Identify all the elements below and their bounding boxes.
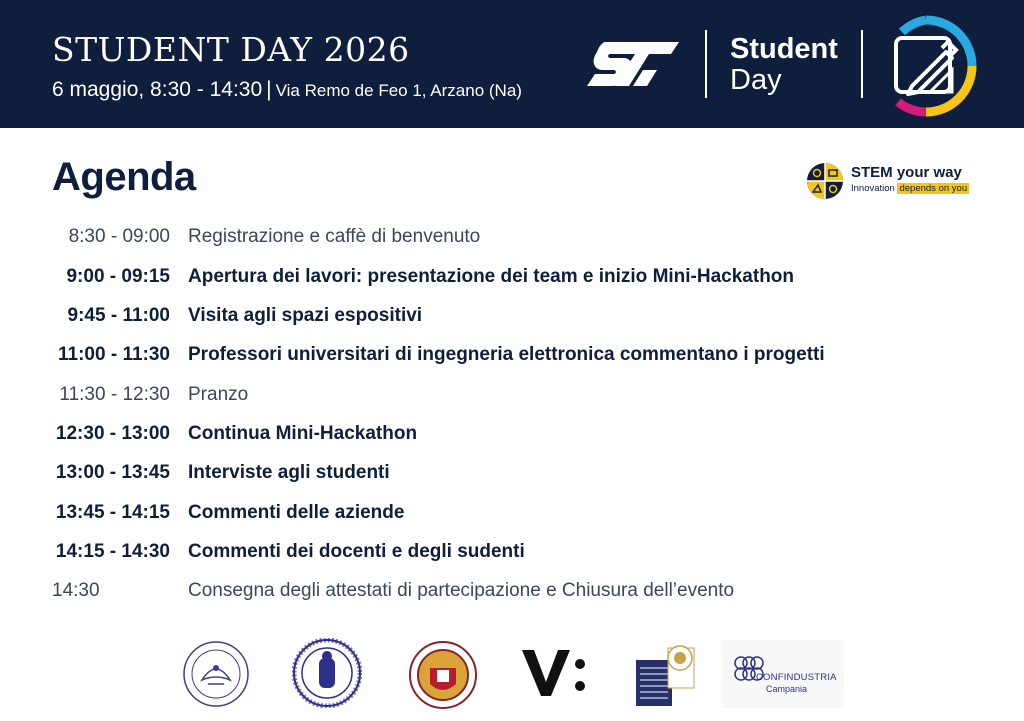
agenda-activity: Visita agli spazi espositivi	[188, 305, 423, 326]
stem-tagline-prefix: Innovation	[851, 183, 898, 194]
agenda-time: 8:30 - 09:00	[68, 226, 170, 247]
agenda-activity: Commenti dei docenti e degli sudenti	[188, 541, 525, 562]
wordmark-line1: Student	[730, 33, 838, 65]
confindustria-name: CONFINDUSTRIA	[756, 672, 837, 683]
event-date-time: 6 maggio, 8:30 - 14:30	[52, 78, 263, 101]
header-divider	[861, 30, 863, 98]
subtitle-separator: |	[266, 78, 272, 101]
agenda-row	[0, 384, 1024, 414]
wordmark-line2: Day	[730, 64, 782, 96]
confindustria-region: Campania	[766, 684, 808, 694]
pencil-ruler-badge-icon	[872, 12, 980, 120]
agenda-time: 12:30 - 13:00	[55, 423, 170, 444]
parthenope-seal-icon	[182, 640, 250, 708]
agenda-activity: Interviste agli studenti	[188, 462, 390, 483]
agenda-activity: Professori universitari di ingegneria elettronica commentano i progetti	[188, 344, 825, 365]
agenda-title: Agenda	[52, 155, 196, 199]
federico-ii-seal-icon	[292, 638, 362, 708]
v-colon-logo-icon	[520, 646, 590, 700]
agenda-row	[0, 580, 1024, 610]
salerno-seal-icon	[408, 640, 478, 710]
agenda-row	[0, 502, 1024, 532]
stem-badge-name: STEM your way	[851, 164, 962, 181]
stem-your-way-badge	[806, 160, 996, 202]
stem-tagline-highlight: depends on you	[899, 183, 968, 194]
student-day-wordmark	[730, 34, 838, 96]
agenda-row	[0, 541, 1024, 571]
agenda-activity: Commenti delle aziende	[188, 502, 405, 523]
agenda-row	[0, 226, 1024, 256]
agenda-time: 13:45 - 14:15	[55, 502, 170, 523]
confindustria-campania-logo	[722, 640, 844, 708]
agenda-time: 11:30 - 12:30	[59, 384, 170, 405]
header-band	[0, 0, 1024, 128]
partner-logos	[0, 636, 1024, 716]
agenda-time: 14:15 - 14:30	[55, 541, 170, 562]
agenda-activity: Continua Mini-Hackathon	[188, 423, 418, 444]
agenda-row	[0, 305, 1024, 335]
agenda-time: 14:30	[52, 580, 100, 601]
st-logo-icon	[585, 40, 681, 88]
header-divider	[705, 30, 707, 98]
agenda-activity: Registrazione e caffè di benvenuto	[188, 226, 481, 247]
agenda-activity: Pranzo	[188, 384, 249, 405]
stem-badge-tagline	[851, 183, 969, 194]
agenda-time: 13:00 - 13:45	[55, 462, 170, 483]
agenda-time: 9:45 - 11:00	[67, 305, 170, 326]
agenda-activity: Consegna degli attestati di partecipazione e Chiusura dell’evento	[188, 580, 735, 601]
agenda-time: 11:00 - 11:30	[58, 344, 170, 365]
agenda-row	[0, 462, 1024, 492]
stem-quadrant-icon	[806, 162, 844, 200]
event-title: STUDENT DAY 2026	[52, 30, 410, 69]
agenda-time: 9:00 - 09:15	[66, 266, 170, 287]
agenda-row	[0, 266, 1024, 296]
university-crest-icon	[634, 638, 696, 708]
event-subtitle	[52, 78, 522, 102]
agenda-row	[0, 423, 1024, 453]
agenda-activity: Apertura dei lavori: presentazione dei team e inizio Mini-Hackathon	[188, 266, 795, 287]
event-address: Via Remo de Feo 1, Arzano (Na)	[275, 81, 522, 100]
agenda-row	[0, 344, 1024, 374]
